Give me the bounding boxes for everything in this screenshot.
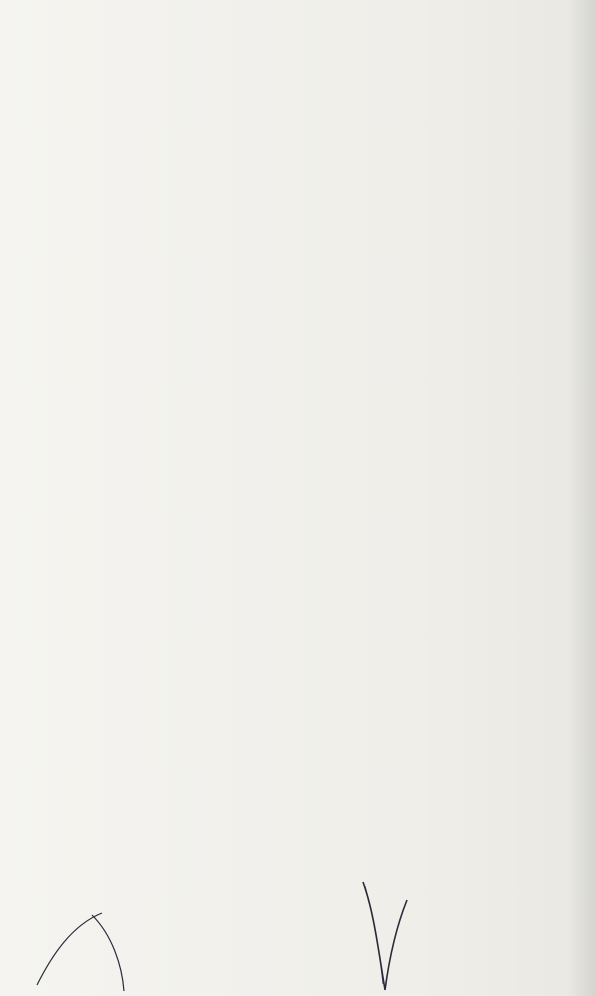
page-edge-shadow — [567, 0, 595, 996]
section-heading — [32, 70, 38, 85]
signature-mark-icon — [355, 880, 415, 996]
handwritten-scribble-icon — [32, 905, 172, 993]
